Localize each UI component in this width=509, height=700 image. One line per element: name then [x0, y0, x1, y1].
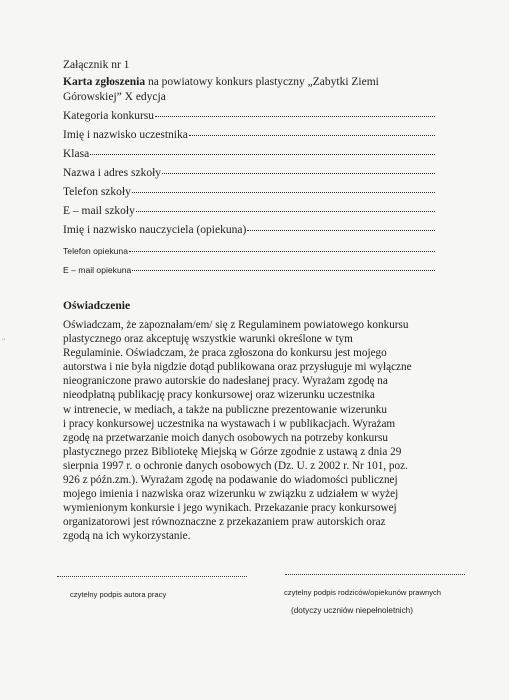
declaration-line: zgodę na przetwarzanie moich danych osobowych na potrzeby konkursu: [63, 431, 388, 444]
field-label: E – mail opiekuna: [63, 265, 132, 275]
dotted-entry-line[interactable]: [247, 229, 435, 231]
field-teacher-email[interactable]: [63, 265, 435, 275]
declaration-line: plastycznego przez Bibliotekę Miejską w Górze zgodnie z ustawą z dnia 29: [63, 445, 402, 458]
field-school-address[interactable]: [63, 167, 435, 179]
dotted-entry-line[interactable]: [132, 191, 435, 193]
field-school-phone[interactable]: [63, 186, 435, 198]
dotted-entry-line[interactable]: [129, 250, 435, 252]
dotted-entry-line[interactable]: [189, 134, 435, 136]
field-label: Imię i nazwisko nauczyciela (opiekuna): [63, 224, 247, 236]
field-label: Kategoria konkursu: [63, 110, 155, 122]
field-participant-name[interactable]: [63, 129, 435, 141]
declaration-line: mojego imienia i nazwiska oraz wizerunku w związku z udziałem w wyżej: [63, 488, 399, 501]
dotted-entry-line[interactable]: [132, 269, 435, 271]
dotted-entry-line[interactable]: [136, 210, 435, 212]
dotted-entry-line[interactable]: [162, 172, 435, 174]
declaration-line: wymienionym konkursie i jego wynikach. Przekazanie pracy konkursowej: [63, 502, 397, 515]
declaration-line: Regulaminie. Oświadczam, że praca zgłoszona do konkursu jest mojego: [63, 347, 387, 360]
declaration-line: Oświadczam, że zapoznałam/em/ się z Regulaminem powiatowego konkursu: [63, 319, 409, 331]
form-title-line2: Górowskiej” X edycja: [63, 91, 166, 103]
field-class[interactable]: [63, 148, 435, 160]
declaration-line: w intrenecie, w mediach, a także na publiczne prezentowanie wizerunku: [63, 403, 387, 416]
declaration-line: nieodpłatną publikację pracy konkursowej oraz wizerunku uczestnika: [63, 389, 375, 402]
declaration-line: sierpnia 1997 r. o ochronie danych osobowych (Dz. U. z 2002 r. Nr 101, poz.: [63, 459, 408, 472]
declaration-line: nieograniczone prawo autorskie do nadesłanej pracy. Wyrażam zgodę na: [63, 375, 388, 388]
field-label: E – mail szkoły: [63, 205, 135, 217]
declaration-line: autorstwa i nie była nigdzie dotąd publikowana oraz przysługuje mi wyłączne: [63, 361, 412, 374]
form-title: [63, 76, 379, 88]
form-title-bold: Karta zgłoszenia: [63, 76, 146, 88]
annex-label: Załącznik nr 1: [63, 59, 130, 71]
declaration-text: [63, 318, 453, 544]
field-label: Nazwa i adres szkoły: [63, 167, 162, 179]
field-label: Klasa: [63, 148, 90, 160]
declaration-heading: Oświadczenie: [63, 300, 131, 312]
field-school-email[interactable]: [63, 205, 435, 217]
margin-mark: ": [2, 337, 6, 346]
author-signature-line[interactable]: [57, 575, 247, 577]
dotted-entry-line[interactable]: [90, 153, 435, 155]
declaration-line: zgodą na ich wykorzystanie.: [63, 530, 191, 543]
field-label: Telefon opiekuna: [63, 246, 128, 256]
declaration-line: i pracy konkursowej uczestnika na wystawach i w publikacjach. Wyrażam: [63, 417, 396, 430]
declaration-line: plastycznego oraz akceptuję wszystkie warunki określone w tym: [63, 333, 353, 346]
form-title-rest: na powiatowy konkurs plastyczny „Zabytki Ziemi: [145, 76, 379, 88]
dotted-entry-line[interactable]: [155, 115, 435, 117]
parent-signature-line[interactable]: [285, 573, 465, 575]
field-teacher-phone[interactable]: [63, 246, 435, 256]
author-signature-caption: czytelny podpis autora pracy: [70, 590, 167, 599]
field-label: Imię i nazwisko uczestnika: [63, 129, 188, 141]
field-teacher-name[interactable]: [63, 224, 435, 236]
parent-signature-note: (dotyczy uczniów niepełnoletnich): [291, 606, 413, 615]
field-label: Telefon szkoły: [63, 186, 131, 198]
declaration-line: organizatorowi jest równoznaczne z przekazaniem praw autorskich oraz: [63, 516, 386, 529]
field-category[interactable]: [63, 110, 435, 122]
declaration-line: 926 z późn.zm.). Wyrażam zgodę na podawanie do wiadomości publicznej: [63, 474, 398, 487]
parent-signature-caption: czytelny podpis rodziców/opiekunów prawnych: [284, 588, 442, 597]
